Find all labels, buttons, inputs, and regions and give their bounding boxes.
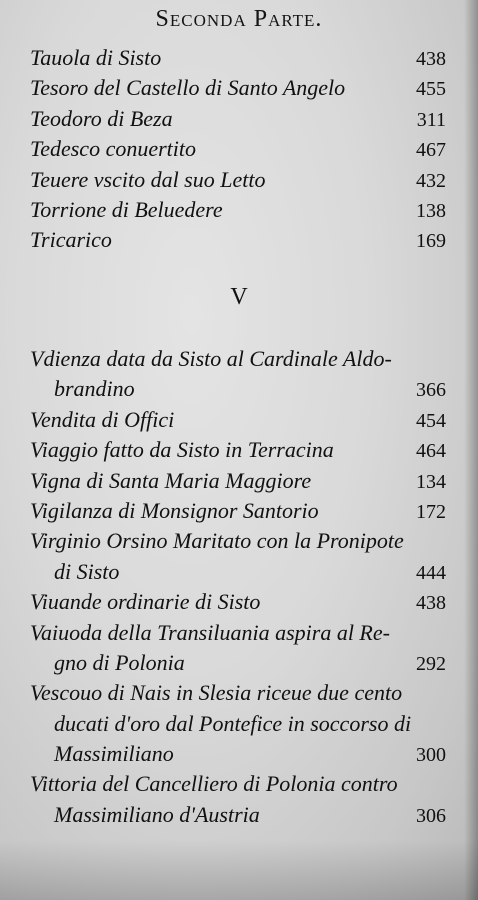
running-head: Seconda Parte. bbox=[155, 6, 323, 32]
index-section-t bbox=[30, 43, 448, 256]
entry-page: 438 bbox=[416, 592, 446, 615]
entry-text-line: Vdienza data da Sisto al Cardinale Aldo- bbox=[30, 346, 392, 371]
index-entry bbox=[30, 104, 448, 134]
entry-page: 455 bbox=[416, 78, 446, 101]
entry-text-line: Massimiliano d'Austria bbox=[54, 801, 260, 827]
index-entry bbox=[30, 134, 448, 164]
entry-text-line: Virginio Orsino Maritato con la Pronipote bbox=[30, 528, 404, 554]
entry-text: Teuere vscito dal suo Letto bbox=[30, 166, 266, 192]
entry-text-line: Vescouo di Nais in Slesia riceue due cento bbox=[30, 680, 403, 706]
entry-text-line: ducati d'oro dal Pontefice in soccorso di bbox=[54, 710, 412, 736]
entry-text: Vigilanza di Monsignor Santorio bbox=[30, 497, 319, 523]
entry-text-line: Vaiuoda della Transiluania aspira al Re- bbox=[30, 619, 390, 645]
entry-text: Viaggio fatto da Sisto in Terracina bbox=[30, 437, 334, 463]
entry-text-line: Vittoria del Cancelliero di Polonia contro bbox=[30, 771, 398, 797]
entry-text-line: gno di Polonia bbox=[54, 649, 185, 675]
entry-text: Tricarico bbox=[30, 227, 112, 253]
index-entry bbox=[30, 587, 448, 617]
entry-page: 134 bbox=[416, 470, 446, 493]
index-entry bbox=[30, 195, 448, 225]
entry-page: 169 bbox=[416, 230, 446, 253]
index-entry bbox=[30, 165, 448, 195]
entry-page: 138 bbox=[416, 199, 446, 222]
entry-page: 467 bbox=[416, 139, 446, 162]
index-entry bbox=[30, 435, 448, 465]
index-entry bbox=[30, 43, 448, 73]
index-entry bbox=[30, 466, 448, 496]
entry-page: 300 bbox=[416, 744, 446, 767]
index-section-v bbox=[30, 344, 448, 830]
entry-page: 438 bbox=[416, 48, 446, 70]
entry-page: 311 bbox=[416, 108, 446, 131]
entry-page: 464 bbox=[416, 440, 446, 463]
entry-text: Teodoro di Beza bbox=[30, 105, 173, 131]
index-entry bbox=[30, 73, 448, 103]
index-entry bbox=[30, 618, 448, 679]
entry-page: 432 bbox=[416, 169, 446, 192]
entry-text-line: brandino bbox=[54, 376, 135, 402]
entry-page: 454 bbox=[416, 409, 446, 432]
entry-page: 172 bbox=[416, 500, 446, 523]
index-entry bbox=[30, 678, 448, 769]
index-entry bbox=[30, 344, 448, 405]
entry-text-line: di Sisto bbox=[54, 558, 120, 584]
entry-text: Vendita di Offici bbox=[30, 406, 175, 432]
section-letter-heading: V bbox=[230, 284, 248, 310]
entry-text: Tedesco conuertito bbox=[30, 136, 196, 162]
index-entry bbox=[30, 225, 448, 255]
index-entry bbox=[30, 405, 448, 435]
entry-page: 306 bbox=[416, 804, 446, 827]
entry-text: Tesoro del Castello di Santo Angelo bbox=[30, 75, 346, 101]
entry-text: Vigna di Santa Maria Maggiore bbox=[30, 467, 312, 493]
entry-text: Tauola di Sisto bbox=[30, 45, 162, 70]
entry-page: 292 bbox=[416, 652, 446, 675]
index-entry bbox=[30, 769, 448, 830]
entry-text: Viuande ordinarie di Sisto bbox=[30, 589, 261, 615]
index-entry bbox=[30, 526, 448, 587]
entry-page: 366 bbox=[416, 379, 446, 402]
entry-text: Torrione di Beluedere bbox=[30, 196, 223, 222]
index-entry bbox=[30, 496, 448, 526]
entry-text-line: Massimiliano bbox=[54, 741, 174, 767]
entry-page: 444 bbox=[416, 561, 446, 584]
